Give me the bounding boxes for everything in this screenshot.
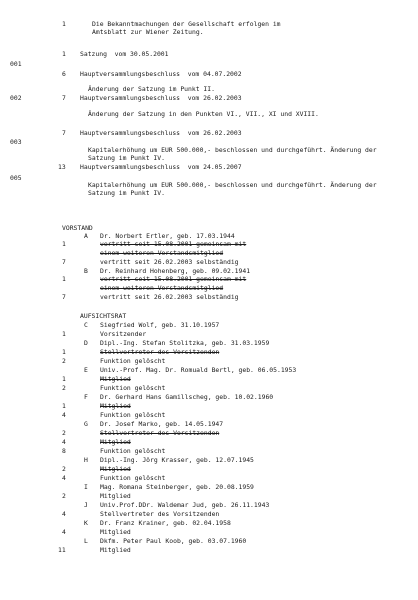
board-member-name: Dr. Norbert Ertler, geb. 17.03.1944 — [100, 232, 235, 240]
board-member-function: Mitglied — [100, 375, 131, 383]
board-member-letter: E — [84, 366, 88, 374]
board-member-name: Dr. Josef Marko, geb. 14.05.1947 — [100, 420, 224, 428]
board-member-letter: I — [84, 483, 88, 491]
board-member-name: Dr. Reinhard Hohenberg, geb. 09.02.1941 — [100, 267, 251, 275]
board-member-function: Vorsitzender — [100, 330, 147, 338]
board-member-name: Mag. Romana Steinberger, geb. 20.08.1959 — [100, 483, 254, 491]
board-member-function: Stellvertreter des Vorsitzenden — [100, 429, 220, 437]
board-member-name: Dkfm. Peter Paul Koob, geb. 03.07.1960 — [100, 537, 247, 545]
board-member-letter: H — [84, 456, 88, 464]
board-member-function: Funktion gelöscht — [100, 411, 166, 419]
entry-number: 4 — [62, 528, 66, 536]
representation-struck: einem weiteren Vorstandsmitglied — [100, 249, 224, 257]
board-member-letter: B — [84, 267, 88, 275]
statute-entry: Satzung vom 30.05.2001 — [80, 50, 169, 58]
entry-number: 4 — [62, 474, 66, 482]
entry-number: 1 — [62, 240, 66, 248]
representation-struck: einem weiteren Vorstandsmitglied — [100, 284, 224, 292]
board-member-name: Dipl.-Ing. Jörg Krasser, geb. 12.07.1945 — [100, 456, 254, 464]
section-heading-aufsichtsrat: AUFSICHTSRAT — [80, 312, 127, 320]
entry-number: 1 — [62, 402, 66, 410]
statute-detail: Änderung der Satzung im Punkt II. — [88, 85, 215, 93]
entry-number: 7 — [62, 258, 66, 266]
section-heading-vorstand: VORSTAND — [62, 224, 93, 232]
statute-number: 7 — [62, 129, 66, 137]
board-member-function: Stellvertreter des Vorsitzenden — [100, 348, 220, 356]
board-member-function: Stellvertreter des Vorsitzenden — [100, 510, 220, 518]
entry-number: 1 — [62, 275, 66, 283]
entry-number: 2 — [62, 384, 66, 392]
board-member-letter: J — [84, 501, 88, 509]
statute-code: 001 — [10, 60, 22, 68]
statute-detail: Änderung der Satzung in den Punkten VI., VII., XI und XVIII. — [88, 110, 319, 118]
board-member-name: Univ.Prof.DDr. Waldemar Jud, geb. 26.11.1943 — [100, 501, 270, 509]
statute-number: 6 — [62, 70, 66, 78]
board-member-function: Funktion gelöscht — [100, 384, 166, 392]
board-member-name: Dr. Gerhard Hans Gamillscheg, geb. 10.02.1960 — [100, 393, 274, 401]
entry-number: 1 — [62, 375, 66, 383]
notice-line-1: Die Bekanntmachungen der Gesellschaft erfolgen im — [92, 20, 281, 28]
board-member-letter: G — [84, 420, 88, 428]
board-member-letter: K — [84, 519, 88, 527]
statute-entry: Hauptversammlungsbeschluss vom 26.02.2003 — [80, 94, 242, 102]
statute-entry: Hauptversammlungsbeschluss vom 04.07.2002 — [80, 70, 242, 78]
statute-entry: Hauptversammlungsbeschluss vom 26.02.2003 — [80, 129, 242, 137]
statute-number: 13 — [58, 163, 66, 171]
notice-number: 1 — [62, 20, 66, 28]
board-member-letter: C — [84, 321, 88, 329]
board-member-name: Dipl.-Ing. Stefan Stolitzka, geb. 31.03.1959 — [100, 339, 270, 347]
entry-number: 4 — [62, 510, 66, 518]
board-member-letter: F — [84, 393, 88, 401]
statute-entry: Hauptversammlungsbeschluss vom 24.05.2007 — [80, 163, 242, 171]
representation: vertritt seit 26.02.2003 selbständig — [100, 293, 239, 301]
entry-number: 2 — [62, 492, 66, 500]
board-member-function: Funktion gelöscht — [100, 474, 166, 482]
board-member-function: Mitglied — [100, 492, 131, 500]
board-member-letter: D — [84, 339, 88, 347]
board-member-name: Univ.-Prof. Mag. Dr. Romuald Bertl, geb. 06.05.1953 — [100, 366, 297, 374]
board-member-name: Siegfried Wolf, geb. 31.10.1957 — [100, 321, 220, 329]
board-member-function: Funktion gelöscht — [100, 447, 166, 455]
statute-code: 002 — [10, 94, 22, 102]
entry-number: 7 — [62, 293, 66, 301]
board-member-function: Mitglied — [100, 546, 131, 554]
entry-number: 2 — [62, 465, 66, 473]
statute-number: 7 — [62, 94, 66, 102]
entry-number: 11 — [58, 546, 66, 554]
entry-number: 2 — [62, 429, 66, 437]
statute-detail: Kapitalerhöhung um EUR 500.000,- beschlossen und durchgeführt. Änderung der Satzung im Punkt IV. — [88, 181, 377, 197]
representation-struck: vertritt seit 15.08.2001 gemeinsam mit — [100, 240, 247, 248]
entry-number: 2 — [62, 357, 66, 365]
statute-code: 005 — [10, 174, 22, 182]
board-member-letter: A — [84, 232, 88, 240]
representation-struck: vertritt seit 15.08.2001 gemeinsam mit — [100, 275, 247, 283]
board-member-function: Funktion gelöscht — [100, 357, 166, 365]
entry-number: 4 — [62, 438, 66, 446]
statute-code: 003 — [10, 138, 22, 146]
statute-number: 1 — [62, 50, 66, 58]
board-member-function: Mitglied — [100, 528, 131, 536]
representation: vertritt seit 26.02.2003 selbständig — [100, 258, 239, 266]
entry-number: 4 — [62, 411, 66, 419]
board-member-function: Mitglied — [100, 438, 131, 446]
entry-number: 1 — [62, 348, 66, 356]
board-member-function: Mitglied — [100, 465, 131, 473]
notice-line-2: Amtsblatt zur Wiener Zeitung. — [92, 28, 204, 36]
board-member-name: Dr. Franz Krainer, geb. 02.04.1958 — [100, 519, 231, 527]
board-member-letter: L — [84, 537, 88, 545]
statute-detail: Kapitalerhöhung um EUR 500.000,- beschlossen und durchgeführt. Änderung der Satzung im Punkt IV. — [88, 146, 377, 162]
entry-number: 8 — [62, 447, 66, 455]
board-member-function: Mitglied — [100, 402, 131, 410]
entry-number: 1 — [62, 330, 66, 338]
